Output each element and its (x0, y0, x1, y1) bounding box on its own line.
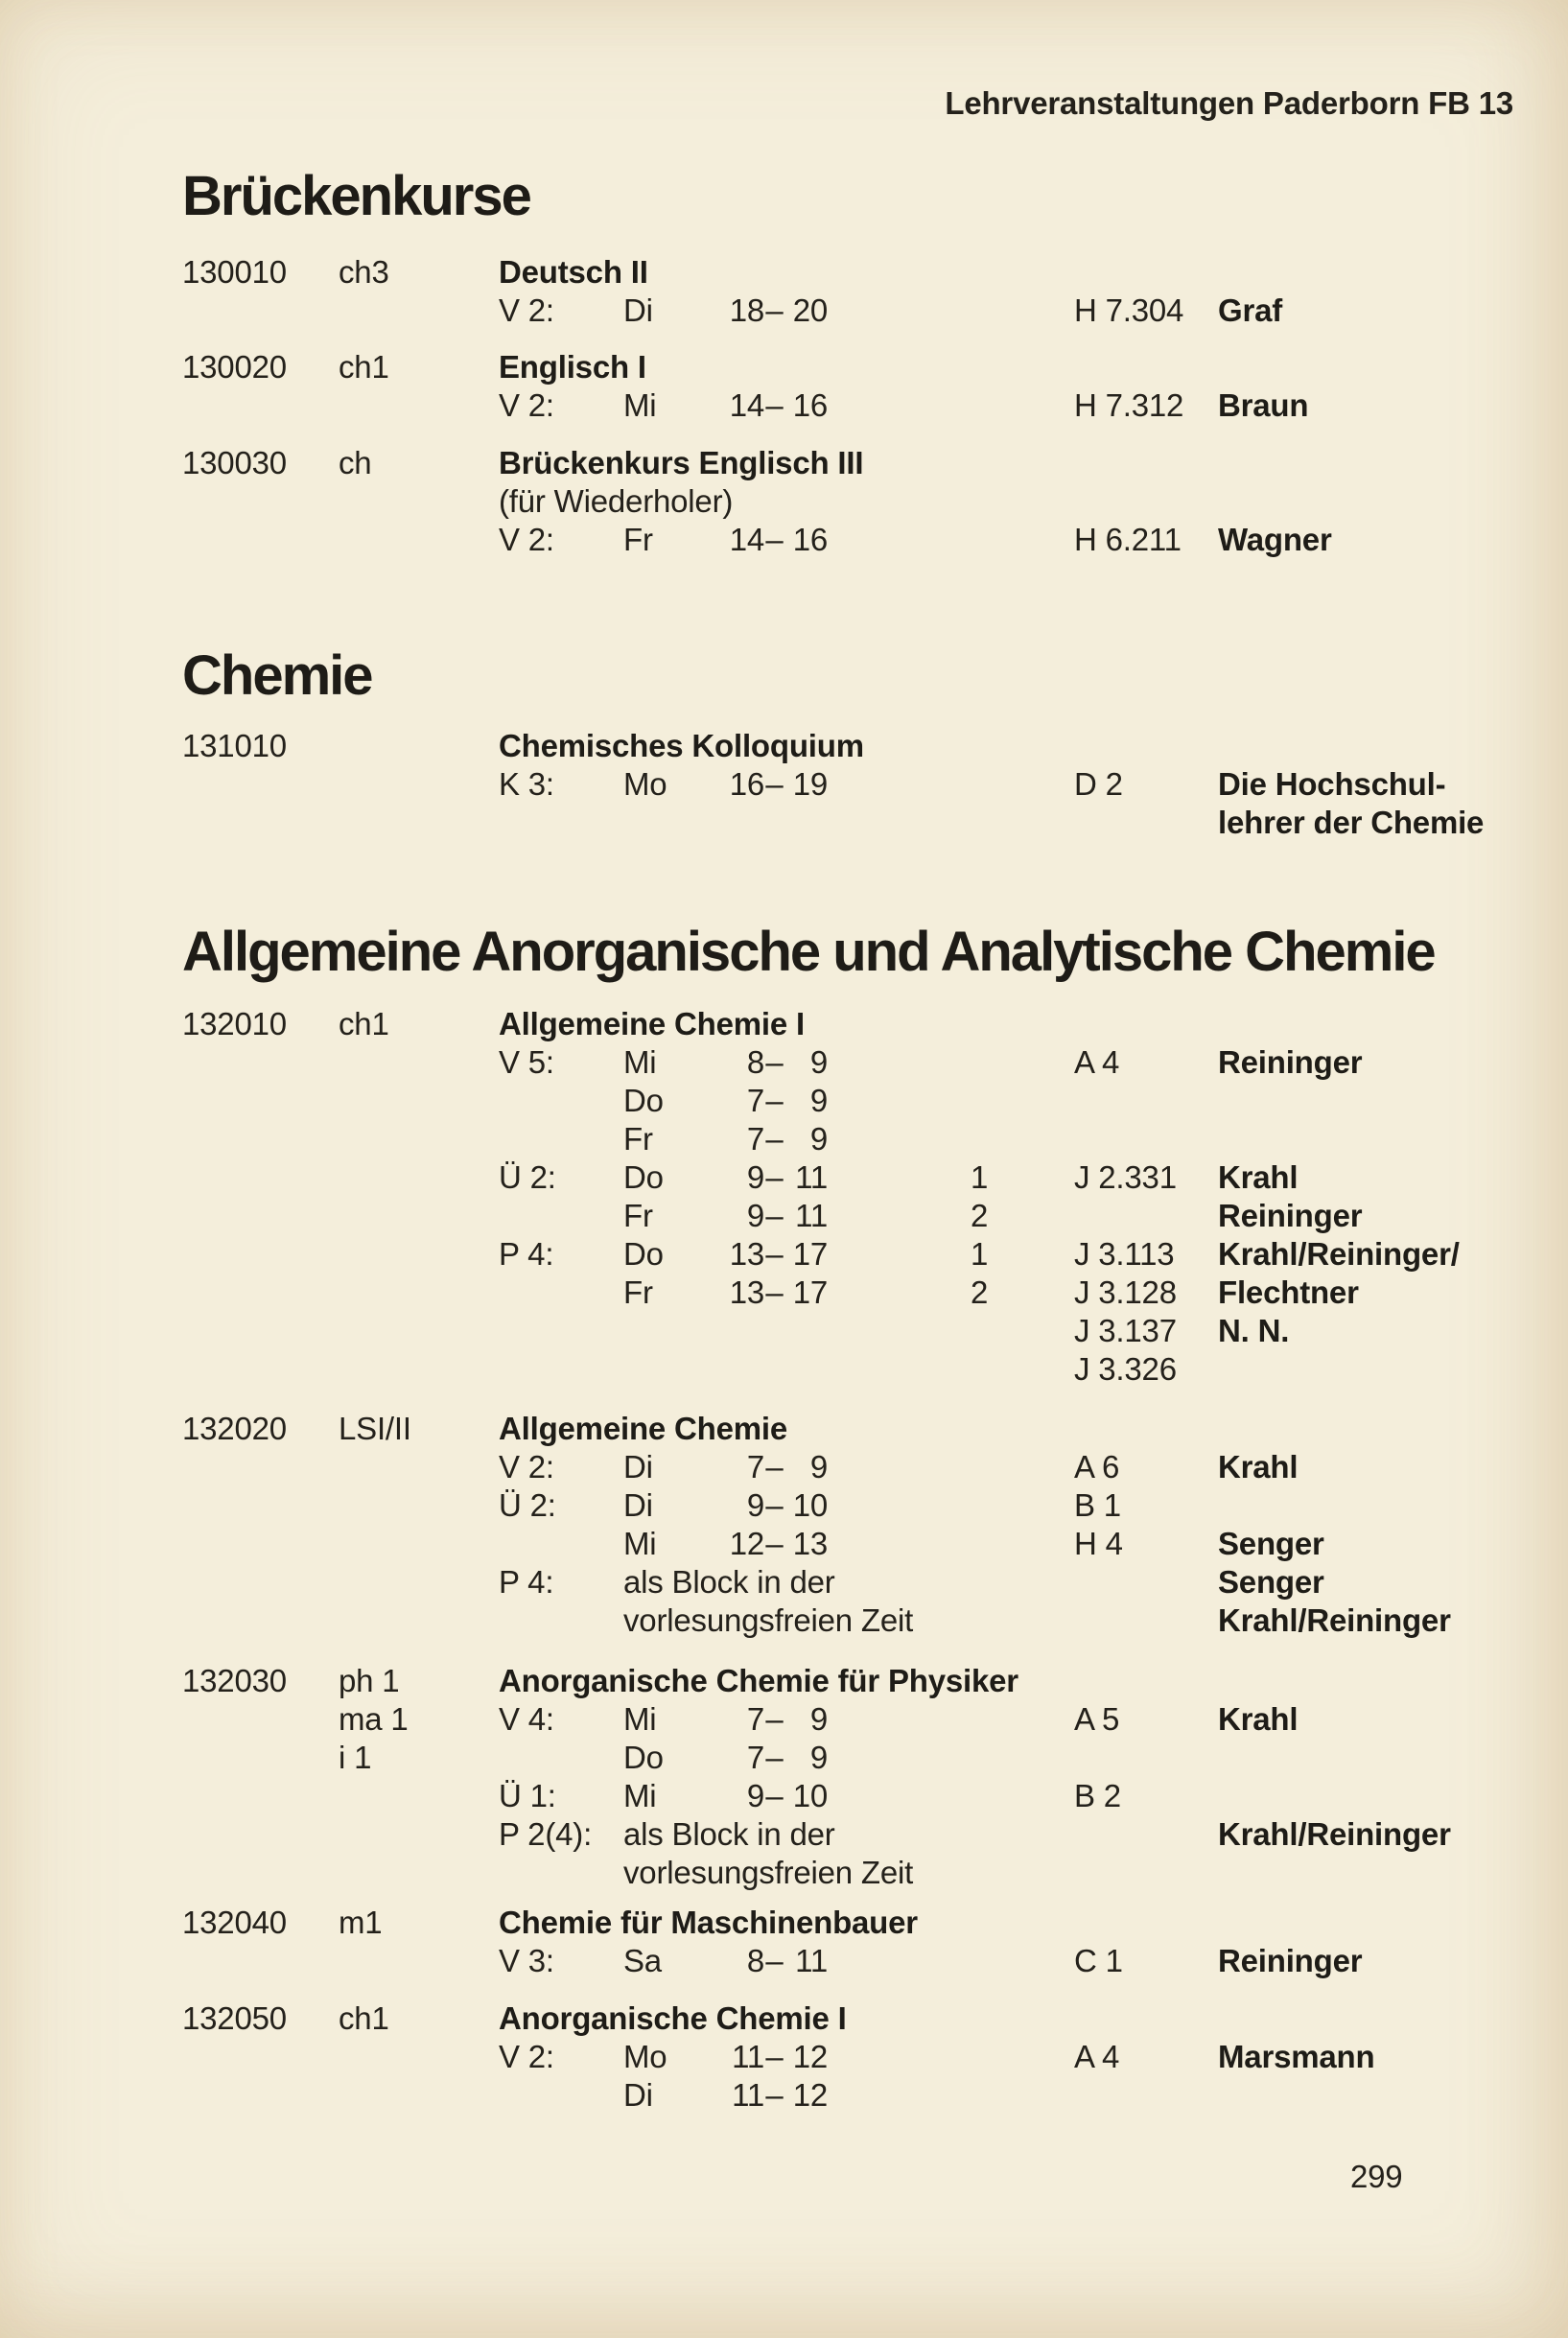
course-signature: ma 1 (339, 1701, 409, 1737)
course-line (0, 765, 1568, 804)
time-start: 13 (729, 1236, 764, 1272)
room-code: J 2.331 (1074, 1159, 1177, 1195)
day-abbrev: Fr (623, 1198, 653, 1233)
course-line (0, 1410, 1568, 1448)
course-block (0, 727, 1568, 842)
time-start: 9 (746, 1159, 764, 1195)
course-block (0, 1662, 1568, 1892)
group-number: 2 (971, 1274, 989, 1310)
course-line (0, 1235, 1568, 1274)
instructor-name: Die Hochschul- (1218, 766, 1446, 802)
course-code: 132010 (182, 1006, 287, 1041)
time-dash: – (765, 1701, 784, 1737)
time-start: 8 (746, 1943, 764, 1978)
course-line (0, 386, 1568, 425)
course-code: 130010 (182, 254, 287, 290)
time-end: 20 (792, 292, 828, 328)
time-start: 7 (746, 1083, 764, 1118)
course-line (0, 2076, 1568, 2115)
course-type: V 2: (499, 292, 554, 328)
course-type: V 2: (499, 1449, 554, 1485)
course-type: V 4: (499, 1701, 554, 1737)
course-line (0, 2038, 1568, 2076)
time-dash: – (765, 1487, 784, 1523)
instructor-name: Braun (1218, 387, 1309, 423)
schedule-text: vorlesungsfreien Zeit (623, 1602, 914, 1638)
course-line (0, 1563, 1568, 1602)
room-code: D 2 (1074, 766, 1123, 802)
course-line (0, 1158, 1568, 1197)
course-line (0, 1525, 1568, 1563)
course-block (0, 444, 1568, 559)
day-abbrev: Mi (623, 1044, 657, 1080)
day-abbrev: Fr (623, 522, 653, 557)
course-line (0, 521, 1568, 559)
course-line (0, 1350, 1568, 1389)
course-signature: ch1 (339, 349, 389, 385)
instructor-name: Senger (1218, 1526, 1324, 1561)
instructor-name: Krahl (1218, 1159, 1299, 1195)
day-abbrev: Mi (623, 387, 657, 423)
course-code: 132050 (182, 2000, 287, 2036)
time-dash: – (765, 1044, 784, 1080)
course-type: K 3: (499, 766, 554, 802)
day-abbrev: Di (623, 1487, 653, 1523)
course-line (0, 1662, 1568, 1700)
time-dash: – (765, 1778, 784, 1813)
course-line (0, 1486, 1568, 1525)
time-start: 7 (746, 1449, 764, 1485)
time-end: 13 (792, 1526, 828, 1561)
course-code: 132020 (182, 1411, 287, 1446)
instructor-name: lehrer der Chemie (1218, 805, 1485, 840)
course-line (0, 292, 1568, 330)
course-signature: LSI/II (339, 1411, 411, 1446)
course-type: V 5: (499, 1044, 554, 1080)
time-start: 7 (746, 1121, 764, 1157)
time-dash: – (765, 1943, 784, 1978)
course-title: Englisch I (499, 349, 646, 385)
course-line (0, 444, 1568, 482)
course-line (0, 1777, 1568, 1815)
course-signature: ch (339, 445, 372, 480)
instructor-name: Reininger (1218, 1044, 1363, 1080)
schedule-text: vorlesungsfreien Zeit (623, 1855, 914, 1890)
time-end: 11 (795, 1198, 828, 1233)
time-end: 19 (792, 766, 828, 802)
course-line (0, 1043, 1568, 1082)
course-line (0, 482, 1568, 521)
course-line (0, 1082, 1568, 1120)
course-block (0, 1005, 1568, 1389)
section-heading: Allgemeine Anorganische und Analytische Chemie (182, 921, 1435, 983)
section-heading: Chemie (182, 644, 372, 707)
course-type: V 2: (499, 2039, 554, 2074)
time-end: 9 (809, 1044, 828, 1080)
course-signature: ph 1 (339, 1663, 400, 1698)
time-end: 10 (792, 1778, 828, 1813)
time-end: 10 (792, 1487, 828, 1523)
instructor-name: Krahl/Reininger (1218, 1816, 1451, 1852)
time-start: 9 (746, 1198, 764, 1233)
group-number: 1 (971, 1159, 989, 1195)
instructor-name: N. N. (1218, 1313, 1290, 1348)
course-line (0, 804, 1568, 842)
course-signature: ch3 (339, 254, 389, 290)
time-start: 14 (729, 522, 764, 557)
course-type: V 3: (499, 1943, 554, 1978)
room-code: A 4 (1074, 2039, 1120, 2074)
day-abbrev: Do (623, 1740, 664, 1775)
time-end: 16 (792, 387, 828, 423)
course-line (0, 1700, 1568, 1739)
time-dash: – (765, 1083, 784, 1118)
course-title: Brückenkurs Englisch III (499, 445, 864, 480)
room-code: J 3.326 (1074, 1351, 1177, 1387)
day-abbrev: Di (623, 2077, 653, 2113)
time-start: 7 (746, 1701, 764, 1737)
course-line (0, 1274, 1568, 1312)
time-end: 17 (792, 1236, 828, 1272)
course-type: P 2(4): (499, 1816, 593, 1852)
course-type: V 2: (499, 522, 554, 557)
course-note: (für Wiederholer) (499, 483, 734, 519)
room-code: J 3.113 (1074, 1236, 1175, 1272)
instructor-name: Graf (1218, 292, 1283, 328)
course-type: P 4: (499, 1236, 554, 1272)
time-end: 11 (795, 1159, 828, 1195)
time-dash: – (765, 1198, 784, 1233)
time-start: 16 (729, 766, 764, 802)
course-line (0, 1448, 1568, 1486)
time-start: 9 (746, 1778, 764, 1813)
time-end: 12 (792, 2039, 828, 2074)
course-line (0, 253, 1568, 292)
course-line (0, 1197, 1568, 1235)
time-dash: – (765, 387, 784, 423)
instructor-name: Krahl/Reininger/ (1218, 1236, 1460, 1272)
course-line (0, 1120, 1568, 1158)
group-number: 1 (971, 1236, 989, 1272)
day-abbrev: Mi (623, 1526, 657, 1561)
course-title: Chemie für Maschinenbauer (499, 1905, 918, 1940)
course-title: Anorganische Chemie für Physiker (499, 1663, 1018, 1698)
time-dash: – (765, 766, 784, 802)
course-title: Anorganische Chemie I (499, 2000, 847, 2036)
day-abbrev: Di (623, 292, 653, 328)
time-end: 9 (809, 1121, 828, 1157)
room-code: C 1 (1074, 1943, 1123, 1978)
day-abbrev: Do (623, 1159, 664, 1195)
course-title: Chemisches Kolloquium (499, 728, 864, 763)
instructor-name: Wagner (1218, 522, 1332, 557)
room-code: H 6.211 (1074, 522, 1182, 557)
time-dash: – (765, 292, 784, 328)
day-abbrev: Mo (623, 766, 667, 802)
day-abbrev: Mo (623, 2039, 667, 2074)
course-line (0, 727, 1568, 765)
time-end: 9 (809, 1701, 828, 1737)
instructor-name: Krahl/Reininger (1218, 1602, 1451, 1638)
group-number: 2 (971, 1198, 989, 1233)
time-dash: – (765, 1236, 784, 1272)
time-dash: – (765, 1274, 784, 1310)
room-code: H 7.304 (1074, 292, 1184, 328)
course-line (0, 1739, 1568, 1777)
time-start: 14 (729, 387, 764, 423)
time-end: 17 (792, 1274, 828, 1310)
page-number: 299 (1350, 2159, 1403, 2194)
day-abbrev: Fr (623, 1274, 653, 1310)
page-content (0, 165, 1568, 2115)
time-start: 7 (746, 1740, 764, 1775)
day-abbrev: Mi (623, 1778, 657, 1813)
course-type: V 2: (499, 387, 554, 423)
time-end: 9 (809, 1740, 828, 1775)
course-title: Allgemeine Chemie (499, 1411, 788, 1446)
course-type: Ü 2: (499, 1159, 556, 1195)
course-block (0, 348, 1568, 425)
running-header: Lehrveranstaltungen Paderborn FB 13 (945, 85, 1513, 121)
course-line (0, 1312, 1568, 1350)
course-type: Ü 1: (499, 1778, 556, 1813)
room-code: A 5 (1074, 1701, 1120, 1737)
course-line (0, 1904, 1568, 1942)
course-signature: m1 (339, 1905, 383, 1940)
day-abbrev: Sa (623, 1943, 662, 1978)
course-title: Deutsch II (499, 254, 648, 290)
time-start: 11 (732, 2077, 764, 2113)
time-end: 12 (792, 2077, 828, 2113)
time-dash: – (765, 1449, 784, 1485)
course-line (0, 1999, 1568, 2038)
time-end: 9 (809, 1083, 828, 1118)
course-code: 132040 (182, 1905, 287, 1940)
time-dash: – (765, 1159, 784, 1195)
course-block (0, 253, 1568, 330)
course-signature: i 1 (339, 1740, 372, 1775)
course-code: 130030 (182, 445, 287, 480)
time-dash: – (765, 1526, 784, 1561)
course-block (0, 1410, 1568, 1640)
course-code: 131010 (182, 728, 287, 763)
instructor-name: Reininger (1218, 1198, 1363, 1233)
time-dash: – (765, 2077, 784, 2113)
schedule-text: als Block in der (623, 1564, 835, 1600)
time-dash: – (765, 2039, 784, 2074)
schedule-text: als Block in der (623, 1816, 835, 1852)
time-end: 11 (795, 1943, 828, 1978)
room-code: A 4 (1074, 1044, 1120, 1080)
time-end: 9 (809, 1449, 828, 1485)
time-end: 16 (792, 522, 828, 557)
course-code: 130020 (182, 349, 287, 385)
time-start: 9 (746, 1487, 764, 1523)
instructor-name: Marsmann (1218, 2039, 1375, 2074)
course-line (0, 1602, 1568, 1640)
course-type: Ü 2: (499, 1487, 556, 1523)
room-code: H 4 (1074, 1526, 1123, 1561)
instructor-name: Flechtner (1218, 1274, 1359, 1310)
course-code: 132030 (182, 1663, 287, 1698)
day-abbrev: Fr (623, 1121, 653, 1157)
room-code: J 3.137 (1074, 1313, 1177, 1348)
time-dash: – (765, 1121, 784, 1157)
time-start: 13 (729, 1274, 764, 1310)
course-type: P 4: (499, 1564, 554, 1600)
course-title: Allgemeine Chemie I (499, 1006, 805, 1041)
course-line (0, 348, 1568, 386)
day-abbrev: Do (623, 1083, 664, 1118)
time-start: 18 (729, 292, 764, 328)
room-code: A 6 (1074, 1449, 1120, 1485)
day-abbrev: Di (623, 1449, 653, 1485)
course-block (0, 1999, 1568, 2115)
time-start: 8 (746, 1044, 764, 1080)
course-block (0, 1904, 1568, 1980)
instructor-name: Krahl (1218, 1701, 1299, 1737)
course-signature: ch1 (339, 2000, 389, 2036)
instructor-name: Senger (1218, 1564, 1324, 1600)
instructor-name: Krahl (1218, 1449, 1299, 1485)
day-abbrev: Do (623, 1236, 664, 1272)
section-heading: Brückenkurse (182, 165, 530, 227)
room-code: H 7.312 (1074, 387, 1184, 423)
course-line (0, 1942, 1568, 1980)
course-line (0, 1005, 1568, 1043)
time-dash: – (765, 1740, 784, 1775)
time-start: 12 (729, 1526, 764, 1561)
room-code: B 2 (1074, 1778, 1121, 1813)
course-line (0, 1854, 1568, 1892)
course-line (0, 1815, 1568, 1854)
course-signature: ch1 (339, 1006, 389, 1041)
instructor-name: Reininger (1218, 1943, 1363, 1978)
room-code: B 1 (1074, 1487, 1121, 1523)
day-abbrev: Mi (623, 1701, 657, 1737)
room-code: J 3.128 (1074, 1274, 1177, 1310)
time-dash: – (765, 522, 784, 557)
time-start: 11 (732, 2039, 764, 2074)
